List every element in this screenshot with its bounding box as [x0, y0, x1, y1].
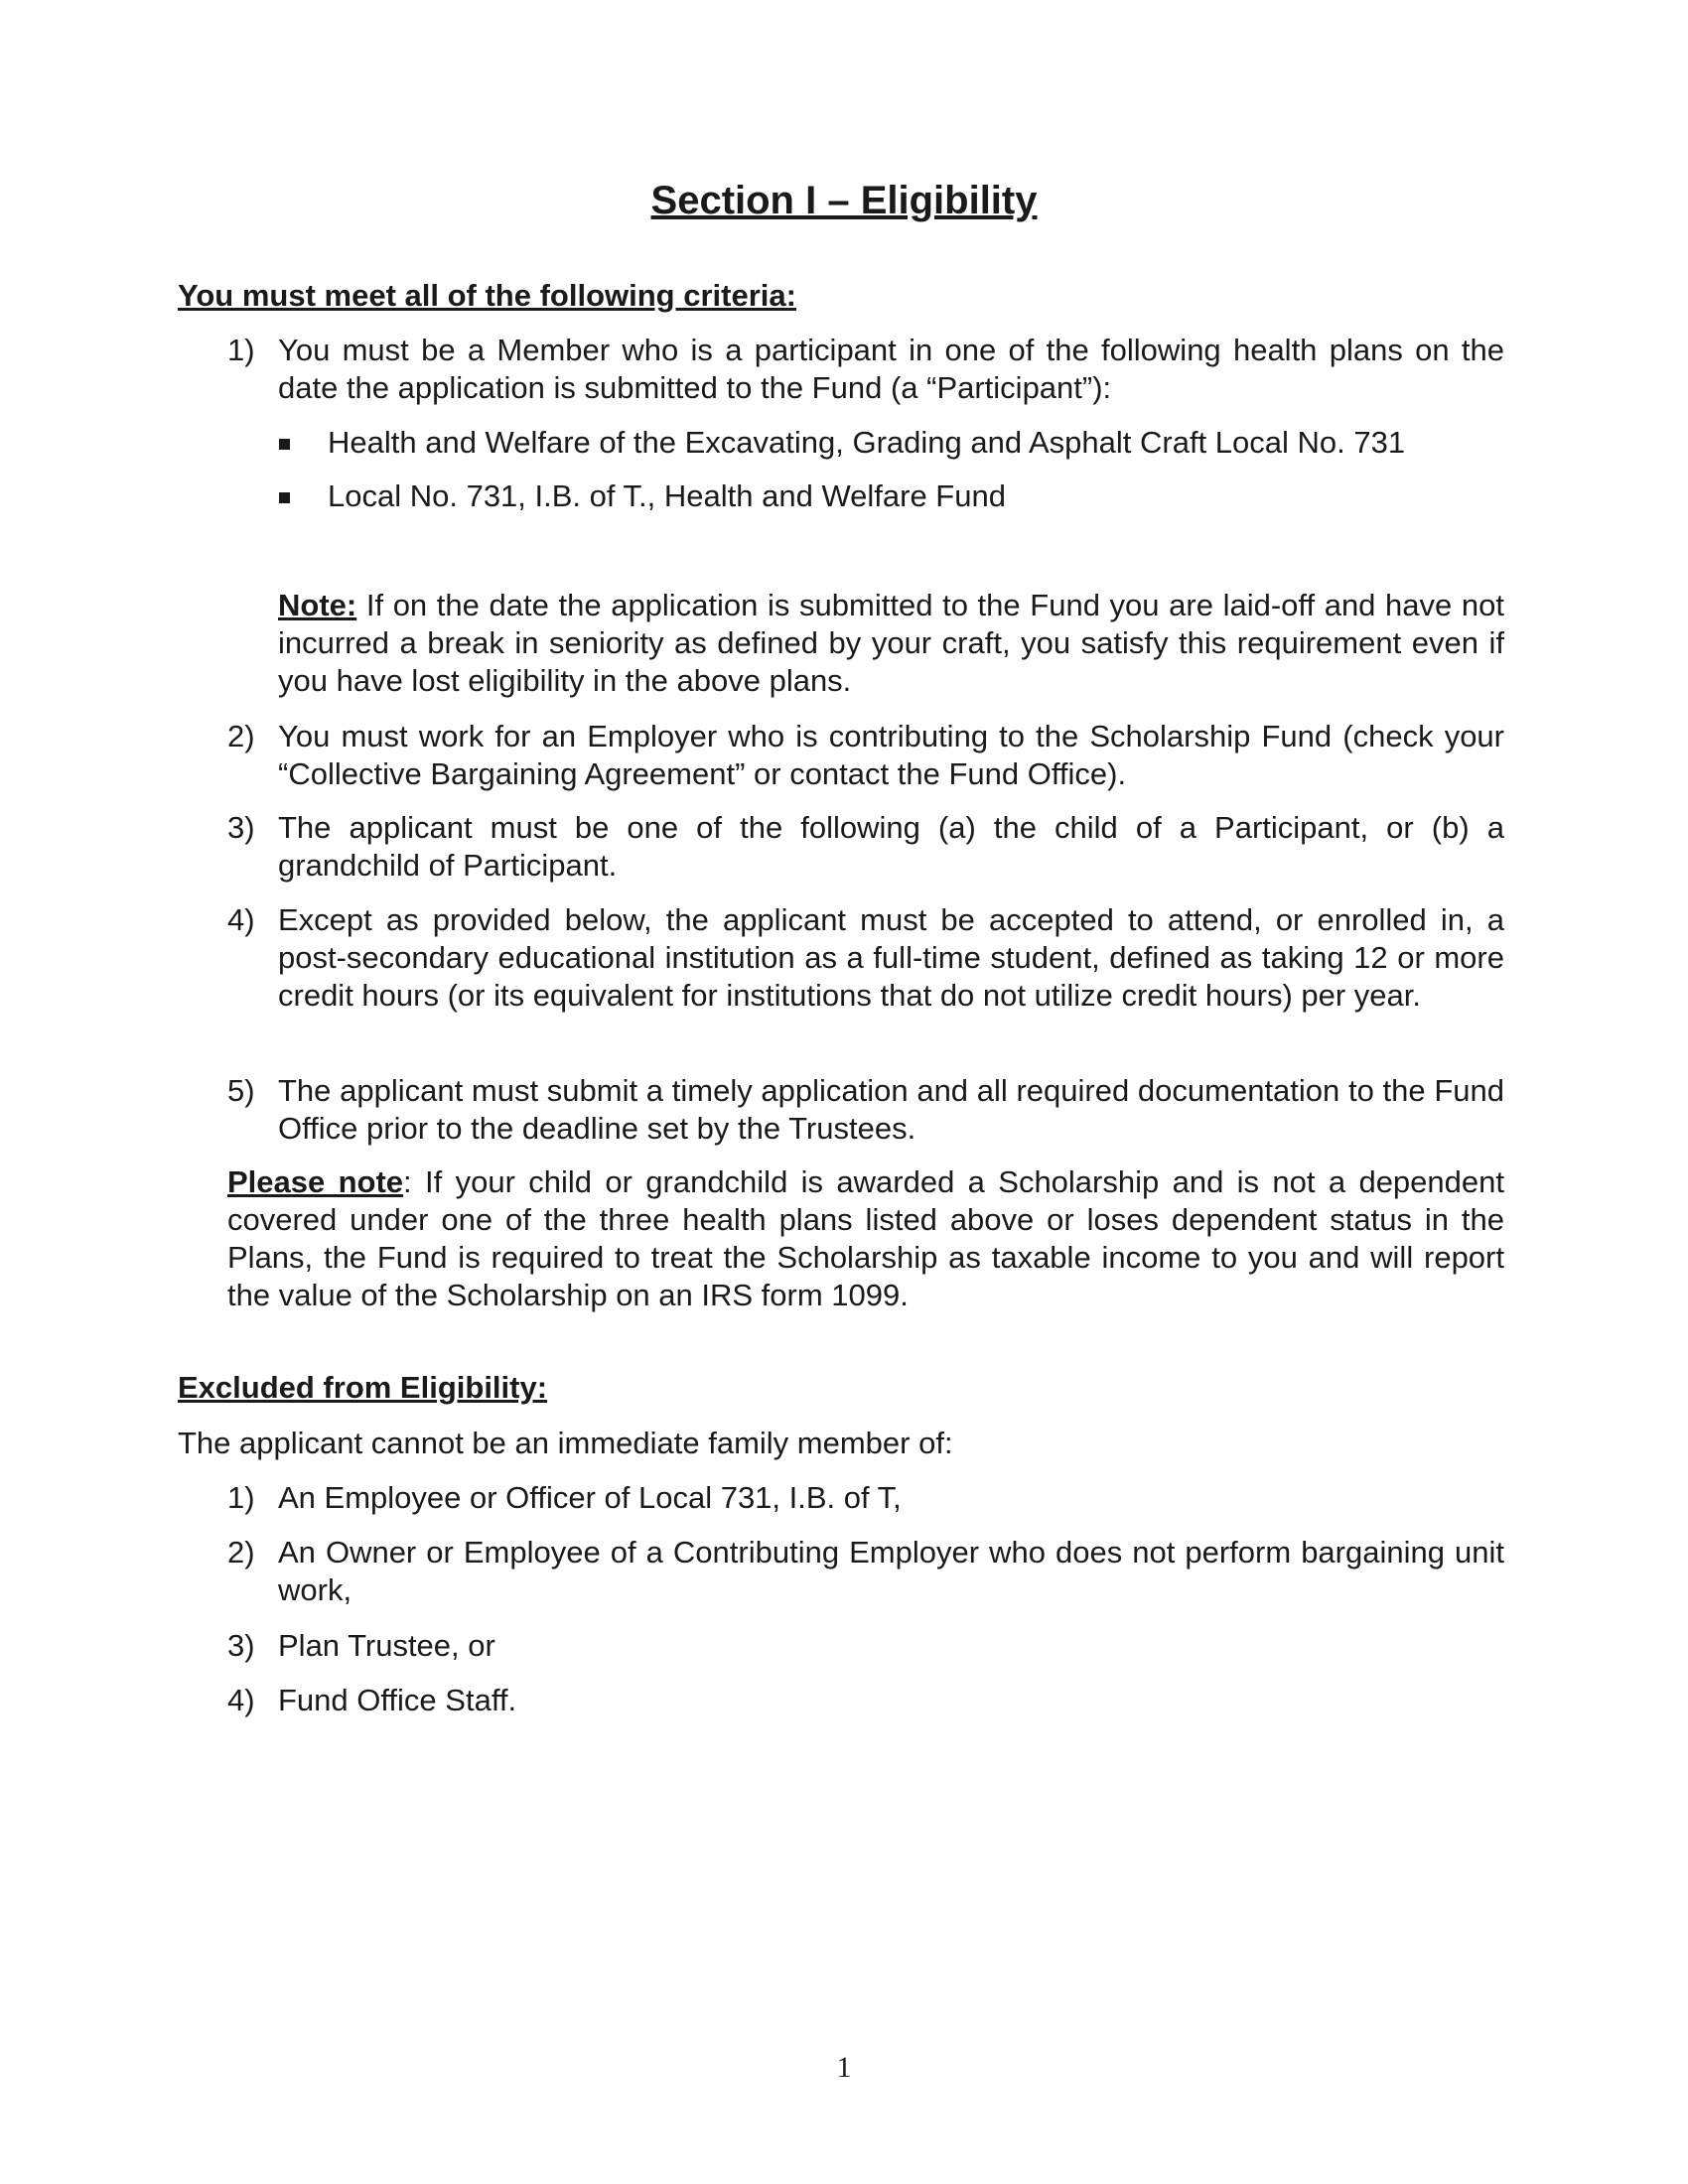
bullet-square-icon	[279, 439, 290, 450]
criteria-item-2-text: You must work for an Employer who is contributing to the Scholarship Fund (check your “Collective Bargaining Agreement” or contact the Fund Office).	[278, 719, 1504, 791]
excluded-item-2-text: An Owner or Employee of a Contributing Employer who does not perform bargaining unit work,	[278, 1535, 1504, 1607]
criteria-item-5-number: 5)	[227, 1073, 255, 1108]
criteria-item-4-text: Except as provided below, the applicant must be accepted to attend, or enrolled in, a post-secondary educational institution as a full-time student, defined as taking 12 or more credit hours (or its equivalent for institutions that do not utilize credit hours) per year.	[278, 902, 1504, 1013]
criteria-item-1-text: You must be a Member who is a participant in one of the following health plans on the date the application is submitted to the Fund (a “Participant”):	[278, 333, 1504, 405]
please-note-paragraph	[227, 1163, 1504, 1314]
excluded-item-1-number: 1)	[227, 1480, 255, 1515]
please-note-label: Please note	[227, 1164, 404, 1199]
excluded-item-2-number: 2)	[227, 1535, 255, 1570]
excluded-item-3-number: 3)	[227, 1628, 255, 1663]
note-text: If on the date the application is submitted to the Fund you are laid-off and have not incurred a break in seniority as defined by your craft, you satisfy this requirement even if you have lost eligibility in the above plans.	[278, 588, 1504, 698]
bullet-square-icon	[279, 492, 290, 503]
criteria-item-5-text: The applicant must submit a timely application and all required documentation to the Fund Office prior to the deadline set by the Trustees.	[278, 1073, 1504, 1146]
excluded-item-4-number: 4)	[227, 1683, 255, 1717]
criteria-item-3-text: The applicant must be one of the following (a) the child of a Participant, or (b) a grandchild of Participant.	[278, 810, 1504, 883]
excluded-item-4-text: Fund Office Staff.	[278, 1683, 517, 1717]
note-paragraph	[278, 587, 1504, 700]
excluded-heading: Excluded from Eligibility:	[178, 1370, 548, 1405]
excluded-intro: The applicant cannot be an immediate family member of:	[178, 1426, 953, 1460]
criteria-item-2-number: 2)	[227, 719, 255, 753]
plan-item-2: Local No. 731, I.B. of T., Health and Welfare Fund	[328, 478, 1006, 513]
criteria-item-4-number: 4)	[227, 902, 255, 937]
note-label: Note:	[278, 588, 357, 622]
page-title: Section I – Eligibility	[650, 179, 1038, 222]
page-number: 1	[836, 2051, 852, 2084]
excluded-item-3-text: Plan Trustee, or	[278, 1628, 495, 1663]
please-note-text: : If your child or grandchild is awarded a Scholarship and is not a dependent covered under one of the three health plans listed above or loses dependent status in the Plans, the Fund is required to treat the Scholarship as taxable income to you and will report the value of the Scholarship on an IRS form 1099.	[227, 1164, 1504, 1312]
plan-item-1: Health and Welfare of the Excavating, Grading and Asphalt Craft Local No. 731	[328, 425, 1406, 460]
criteria-heading: You must meet all of the following criteria:	[178, 278, 796, 313]
criteria-item-1-number: 1)	[227, 333, 255, 367]
criteria-item-3-number: 3)	[227, 810, 255, 845]
excluded-item-1-text: An Employee or Officer of Local 731, I.B. of T,	[278, 1480, 902, 1515]
